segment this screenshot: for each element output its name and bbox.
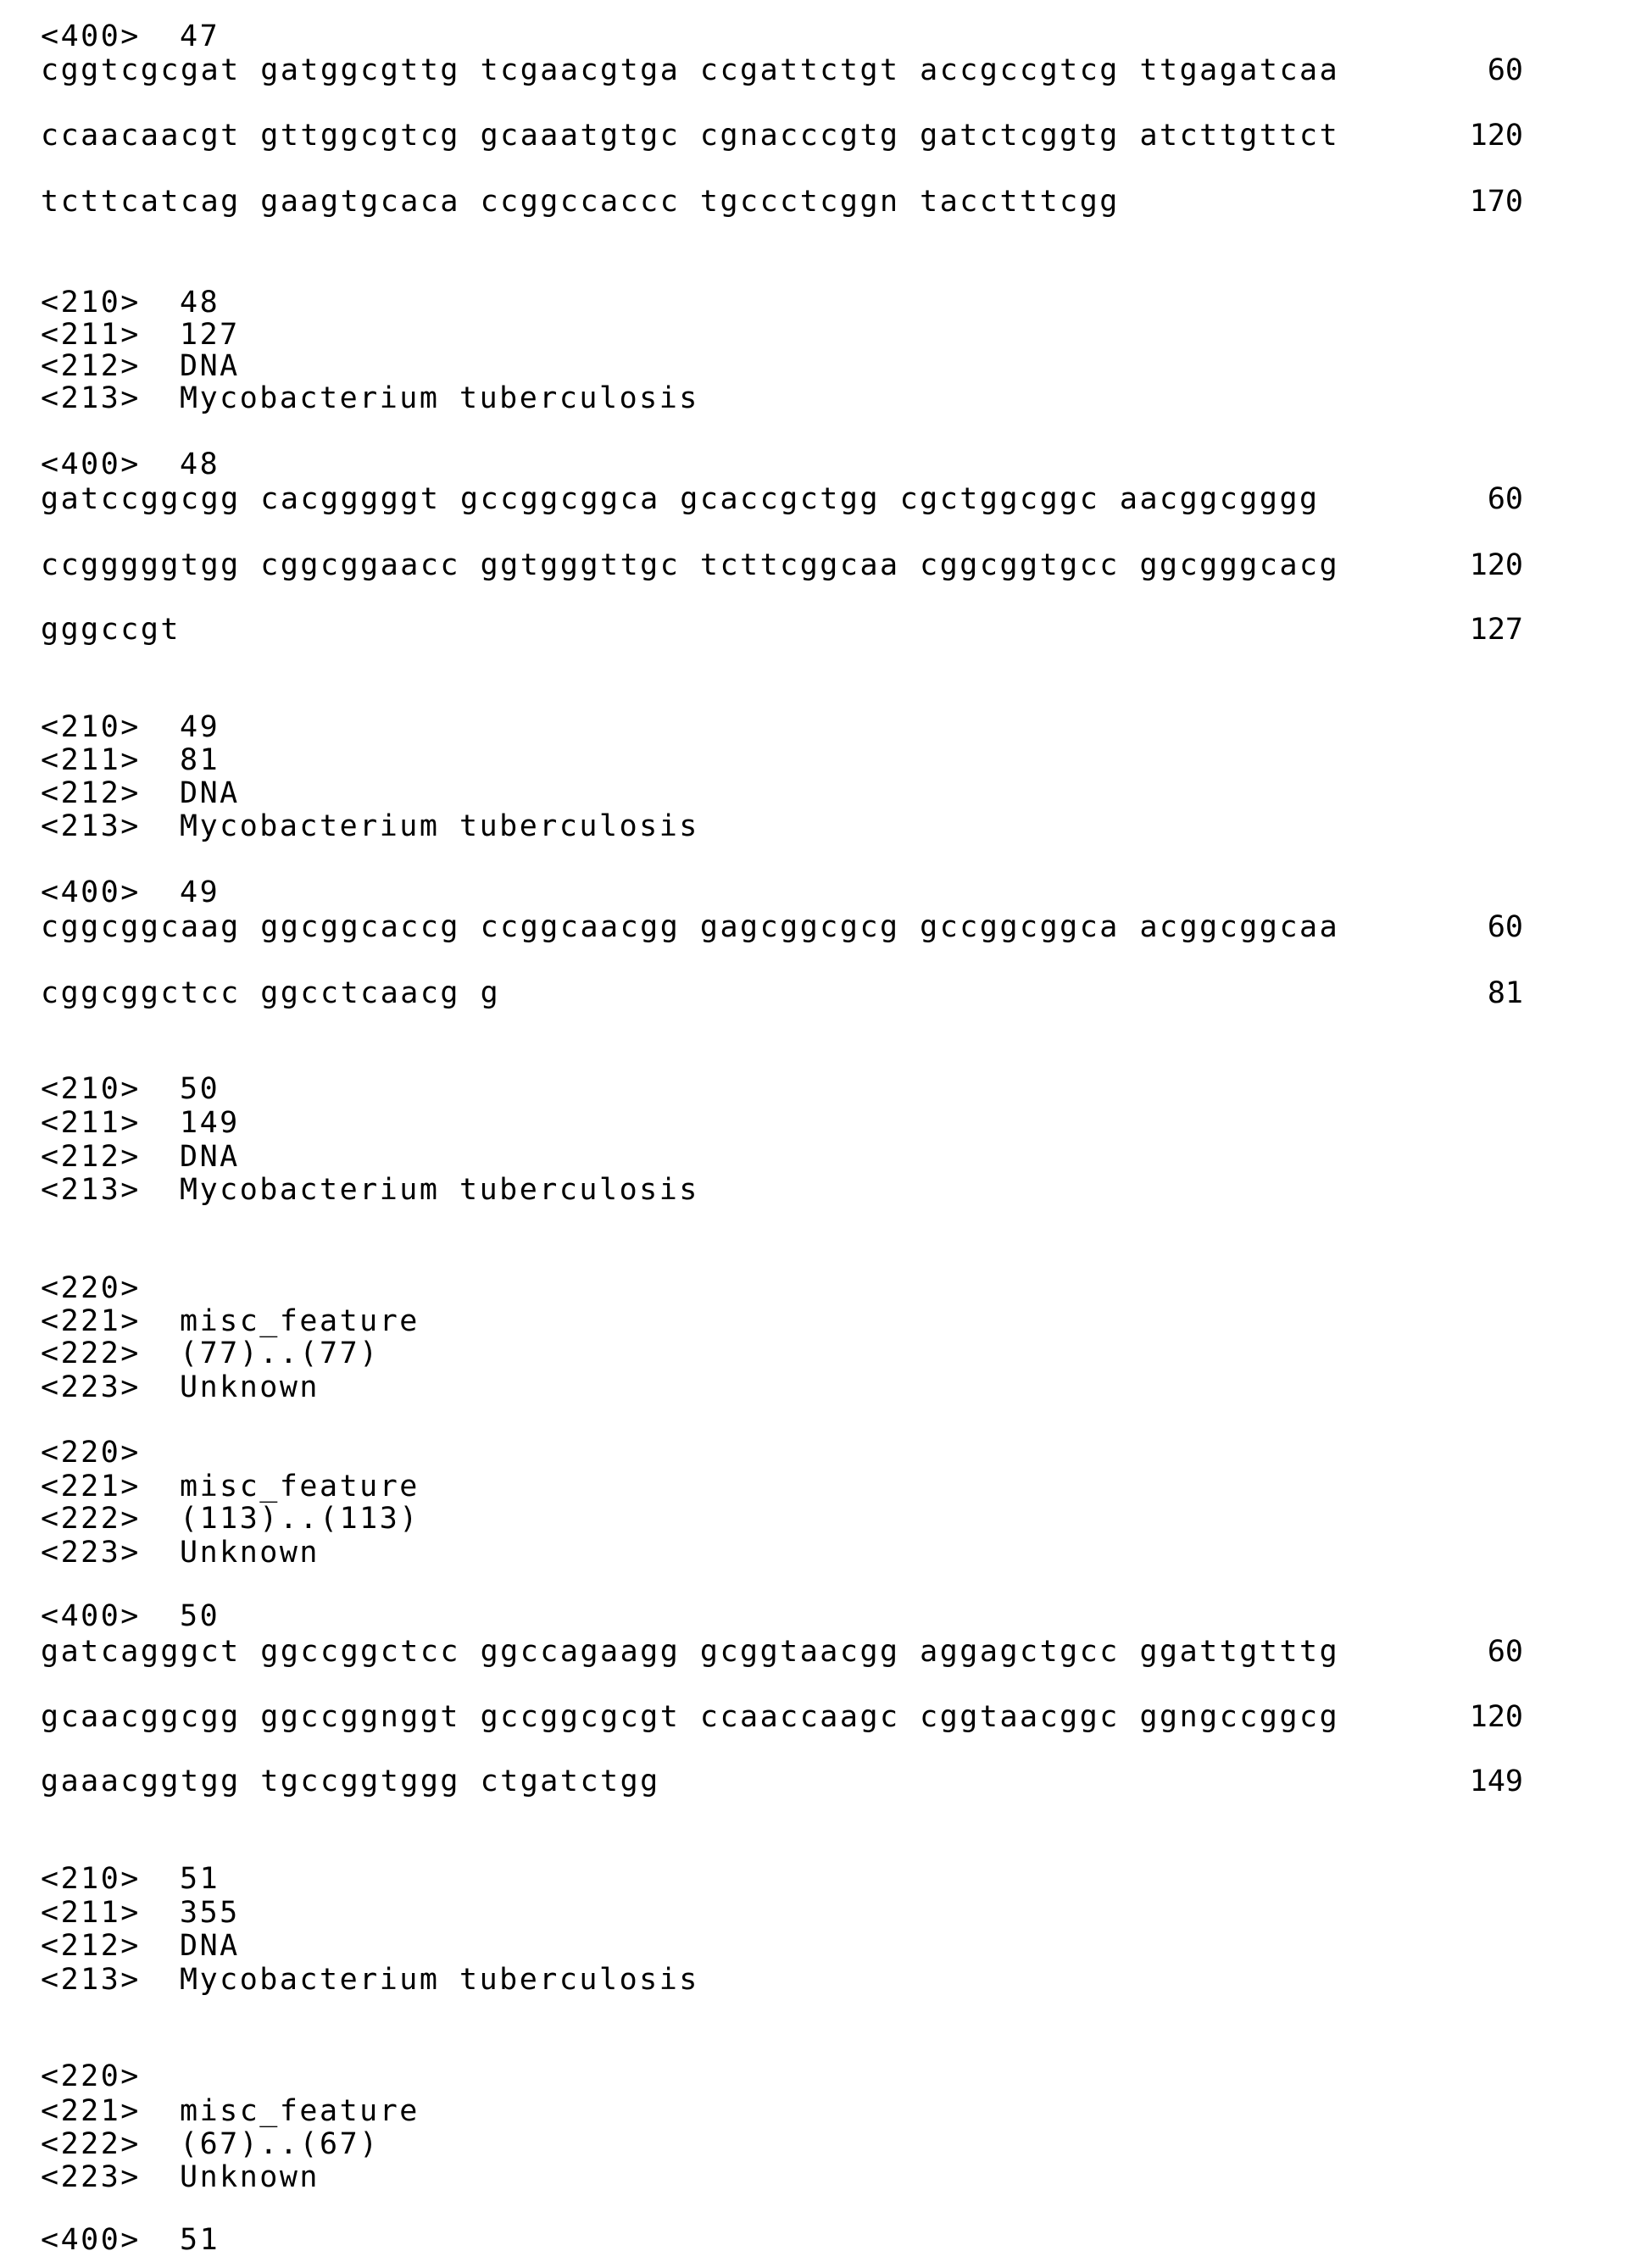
sequence-position: 60 — [1488, 53, 1523, 87]
field-line — [0, 1304, 1652, 1338]
field-value: 47 — [180, 19, 220, 53]
field-tag: <212> — [41, 776, 141, 810]
sequence-position: 170 — [1470, 185, 1523, 219]
field-value: 49 — [180, 875, 220, 909]
sequence-text: gatccggcgg cacgggggt gccggcggca gcaccgctgg cgctggcggc aacggcgggg — [41, 482, 1320, 516]
field-value: Unknown — [180, 1536, 320, 1570]
field-value: Mycobacterium tuberculosis — [180, 381, 699, 415]
sequence-text: gaaacggtgg tgccggtggg ctgatctgg — [41, 1765, 660, 1798]
field-tag: <210> — [41, 710, 141, 744]
field-tag: <400> — [41, 447, 141, 481]
field-tag: <210> — [41, 1862, 141, 1896]
field-value: 51 — [180, 2223, 220, 2257]
field-line — [0, 1436, 1652, 1470]
field-line — [0, 381, 1652, 415]
sequence-line — [0, 185, 1652, 219]
field-line — [0, 1599, 1652, 1633]
field-line — [0, 743, 1652, 777]
field-line — [0, 809, 1652, 843]
field-line — [0, 2059, 1652, 2093]
sequence-line — [0, 548, 1652, 582]
field-value: 51 — [180, 1862, 220, 1896]
field-line — [0, 1502, 1652, 1536]
field-tag: <222> — [41, 1502, 141, 1536]
sequence-line — [0, 1700, 1652, 1734]
sequence-text: gcaacggcgg ggccggnggt gccggcgcgt ccaaccaagc cggtaacggc ggngccggcg — [41, 1700, 1339, 1734]
field-tag: <400> — [41, 19, 141, 53]
field-tag: <211> — [41, 1106, 141, 1140]
field-value: 127 — [180, 318, 240, 352]
field-tag: <221> — [41, 1470, 141, 1503]
sequence-line — [0, 910, 1652, 944]
sequence-position: 60 — [1488, 482, 1523, 516]
field-value: 81 — [180, 743, 220, 777]
sequence-position: 60 — [1488, 1635, 1523, 1669]
sequence-line — [0, 1765, 1652, 1798]
sequence-text: gggccgt — [41, 613, 181, 647]
field-value: 50 — [180, 1599, 220, 1633]
sequence-line — [0, 53, 1652, 87]
field-line — [0, 1370, 1652, 1404]
field-value: Mycobacterium tuberculosis — [180, 809, 699, 843]
field-value: misc_feature — [180, 2094, 420, 2128]
field-value: 149 — [180, 1106, 240, 1140]
field-line — [0, 349, 1652, 383]
field-tag: <210> — [41, 1072, 141, 1106]
field-tag: <400> — [41, 1599, 141, 1633]
field-line — [0, 875, 1652, 909]
field-value: (77)..(77) — [180, 1337, 380, 1370]
field-tag: <400> — [41, 875, 141, 909]
field-line — [0, 1072, 1652, 1106]
field-tag: <400> — [41, 2223, 141, 2257]
field-line — [0, 19, 1652, 53]
field-tag: <220> — [41, 2059, 141, 2093]
field-value: 50 — [180, 1072, 220, 1106]
field-line — [0, 447, 1652, 481]
field-value: (113)..(113) — [180, 1502, 420, 1536]
field-tag: <213> — [41, 1173, 141, 1207]
field-line — [0, 1337, 1652, 1370]
field-value: 48 — [180, 286, 220, 320]
sequence-position: 120 — [1470, 119, 1523, 153]
field-tag: <211> — [41, 1896, 141, 1930]
field-line — [0, 1140, 1652, 1174]
sequence-line — [0, 482, 1652, 516]
field-tag: <223> — [41, 1536, 141, 1570]
field-tag: <220> — [41, 1436, 141, 1470]
sequence-text: tcttcatcag gaagtgcaca ccggccaccc tgccctcggn tacctttcgg — [41, 185, 1120, 219]
field-tag: <212> — [41, 1140, 141, 1174]
field-tag: <211> — [41, 743, 141, 777]
sequence-line — [0, 613, 1652, 647]
field-line — [0, 2160, 1652, 2194]
field-line — [0, 1862, 1652, 1896]
field-tag: <223> — [41, 1370, 141, 1404]
field-line — [0, 1536, 1652, 1570]
sequence-text: cggcggcaag ggcggcaccg ccggcaacgg gagcggcgcg gccggcggca acggcggcaa — [41, 910, 1339, 944]
field-value: Mycobacterium tuberculosis — [180, 1173, 699, 1207]
field-line — [0, 286, 1652, 320]
sequence-position: 120 — [1470, 548, 1523, 582]
sequence-position: 127 — [1470, 613, 1523, 647]
field-tag: <210> — [41, 286, 141, 320]
field-line — [0, 2094, 1652, 2128]
field-tag: <213> — [41, 809, 141, 843]
field-line — [0, 1470, 1652, 1503]
sequence-position: 60 — [1488, 910, 1523, 944]
field-value: Mycobacterium tuberculosis — [180, 1963, 699, 1997]
field-tag: <221> — [41, 1304, 141, 1338]
field-line — [0, 1271, 1652, 1305]
field-tag: <212> — [41, 1929, 141, 1963]
field-tag: <222> — [41, 2127, 141, 2161]
sequence-position: 120 — [1470, 1700, 1523, 1734]
sequence-text: ccgggggtgg cggcggaacc ggtgggttgc tcttcggcaa cggcggtgcc ggcgggcacg — [41, 548, 1339, 582]
field-tag: <220> — [41, 1271, 141, 1305]
field-tag: <213> — [41, 1963, 141, 1997]
field-line — [0, 710, 1652, 744]
field-tag: <221> — [41, 2094, 141, 2128]
field-tag: <213> — [41, 381, 141, 415]
field-line — [0, 1173, 1652, 1207]
field-value: Unknown — [180, 1370, 320, 1404]
field-value: (67)..(67) — [180, 2127, 380, 2161]
sequence-position: 149 — [1470, 1765, 1523, 1798]
field-tag: <211> — [41, 318, 141, 352]
field-value: DNA — [180, 776, 240, 810]
sequence-line — [0, 976, 1652, 1010]
field-line — [0, 318, 1652, 352]
field-value: Unknown — [180, 2160, 320, 2194]
field-value: 49 — [180, 710, 220, 744]
field-line — [0, 1896, 1652, 1930]
sequence-text: gatcagggct ggccggctcc ggccagaagg gcggtaacgg aggagctgcc ggattgtttg — [41, 1635, 1339, 1669]
sequence-position: 81 — [1488, 976, 1523, 1010]
field-value: 355 — [180, 1896, 240, 1930]
sequence-text: cggtcgcgat gatggcgttg tcgaacgtga ccgattctgt accgccgtcg ttgagatcaa — [41, 53, 1339, 87]
field-tag: <223> — [41, 2160, 141, 2194]
sequence-text: ccaacaacgt gttggcgtcg gcaaatgtgc cgnacccgtg gatctcggtg atcttgttct — [41, 119, 1339, 153]
field-line — [0, 1963, 1652, 1997]
field-line — [0, 2127, 1652, 2161]
field-tag: <212> — [41, 349, 141, 383]
field-value: DNA — [180, 349, 240, 383]
field-value: DNA — [180, 1929, 240, 1963]
field-value: misc_feature — [180, 1304, 420, 1338]
field-line — [0, 776, 1652, 810]
field-value: 48 — [180, 447, 220, 481]
field-line — [0, 1929, 1652, 1963]
field-line — [0, 1106, 1652, 1140]
field-value: DNA — [180, 1140, 240, 1174]
sequence-line — [0, 119, 1652, 153]
field-line — [0, 2223, 1652, 2257]
field-tag: <222> — [41, 1337, 141, 1370]
sequence-text: cggcggctcc ggcctcaacg g — [41, 976, 500, 1010]
field-value: misc_feature — [180, 1470, 420, 1503]
sequence-line — [0, 1635, 1652, 1669]
